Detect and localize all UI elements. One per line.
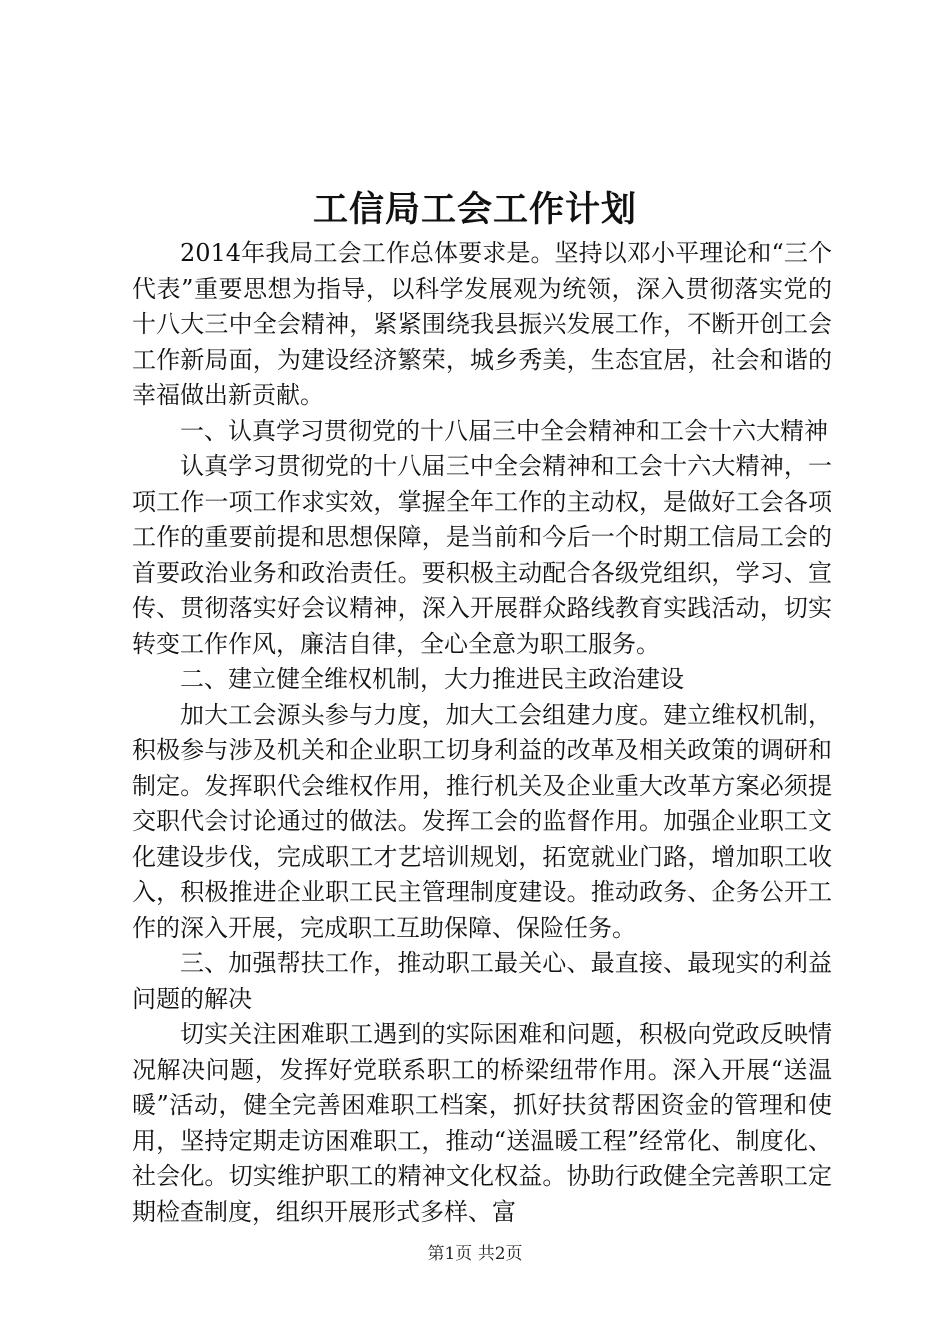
document-body (132, 236, 832, 1230)
section-2-paragraph: 加大工会源头参与力度，加大工会组建力度。建立维权机制，积极参与涉及机关和企业职工切身利益的改革及相关政策的调研和制定。发挥职代会维权作用，推行机关及企业重大改革方案必须提交职代会讨论通过的做法。发挥工会的监督作用。加强企业职工文化建设步伐，完成职工才艺培训规划，拓宽就业门路，增加职工收入，积极推进企业职工民主管理制度建设。推动政务、企务公开工作的深入开展，完成职工互助保障、保险任务。 (132, 700, 832, 942)
page-number-footer: 第1页 共2页 (427, 1244, 523, 1264)
section-3-paragraph: 切实关注困难职工遇到的实际困难和问题，积极向党政反映情况解决问题，发挥好党联系职工的桥梁纽带作用。深入开展“送温暖”活动，健全完善困难职工档案，抓好扶贫帮困资金的管理和使用，坚持定期走访困难职工，推动“送温暖工程”经常化、制度化、社会化。切实维护职工的精神文化权益。协助行政健全完善职工定期检查制度，组织开展形式多样、富 (132, 1020, 832, 1226)
section-heading-1: 一、认真学习贯彻党的十八届三中全会精神和工会十六大精神 (180, 416, 828, 445)
section-1-paragraph: 认真学习贯彻党的十八届三中全会精神和工会十六大精神，一项工作一项工作求实效，掌握全年工作的主动权，是做好工会各项工作的重要前提和思想保障，是当前和今后一个时期工信局工会的首要政治业务和政治责任。要积极主动配合各级党组织，学习、宣传、贯彻落实好会议精神，深入开展群众路线教育实践活动，切实转变工作作风，廉洁自律，全心全意为职工服务。 (132, 452, 832, 658)
intro-paragraph: 2014年我局工会工作总体要求是。坚持以邓小平理论和“三个代表”重要思想为指导，以科学发展观为统领，深入贯彻落实党的十八大三中全会精神，紧紧围绕我县振兴发展工作，不断开创工会工作新局面，为建设经济繁荣，城乡秀美，生态宜居，社会和谐的幸福做出新贡献。 (132, 239, 832, 409)
section-heading-3: 三、加强帮扶工作，推动职工最关心、最直接、最现实的利益问题的解决 (132, 949, 832, 1013)
section-heading-2: 二、建立健全维权机制，大力推进民主政治建设 (180, 665, 684, 693)
document-title: 工信局工会工作计划 (312, 189, 637, 230)
